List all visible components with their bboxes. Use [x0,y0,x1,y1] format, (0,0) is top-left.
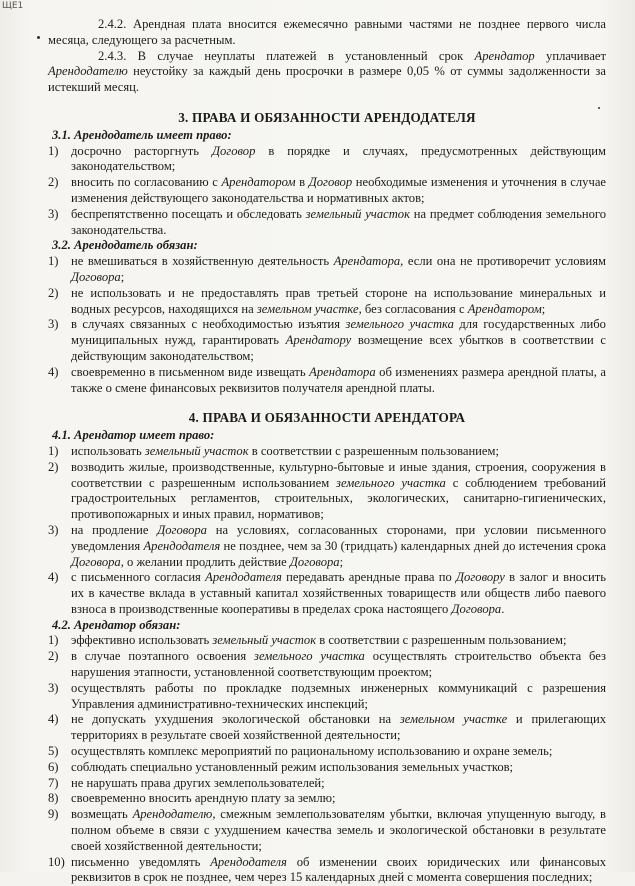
list-item: 2) вносить по согласованию с Арендатором в Договор необходимые изменения и уточнения в случае изменения действующего законодательства и нормативных актов; [48,175,606,205]
list-item: 1) досрочно расторгнуть Договор в порядке и случаях, предусмотренных действующим законодательством; [48,143,606,174]
clause-2-4-3: 2.4.3. В случае неуплаты платежей в установленный срок Арендатор уплачивает Арендодателю неустойку за каждый день просрочки в размере 0,05 % от суммы задолженности за истекший месяц. [48,48,606,95]
list-item: 10) письменно уведомлять Арендодателя об изменении своих юридических или финансовых реквизитов в срок не позднее, чем через 15 календарных дней с момента совершения последних; [48,854,606,885]
section-3-1-title: 3.1. Арендодатель имеет право: [52,127,232,142]
landlord-rights-list [48,144,606,239]
list-item: 2) в случае поэтапного освоения земельного участка осуществлять строительство объекта без нарушения этапности, установленной соответствующим проектом; [48,649,607,680]
list-item: 4) с письменного согласия Арендодателя передавать арендные права по Договору в залог и вносить их в качестве вклада в уставный капитал хозяйственных товариществ или обществ либо паевого взноса в производственные кооперативы в пределах срока настоящего Договора. [48,570,606,616]
list-item: 3) осуществлять работы по прокладке подземных инженерных коммуникаций с разрешения Управления административно-технических инспекций; [48,680,606,711]
section-3-2-title: 3.2. Арендодатель обязан: [52,238,198,253]
section-4-1-title: 4.1. Арендатор имеет право: [52,428,215,443]
section-4-2-title: 4.2. Арендатор обязан: [52,617,181,632]
list-item: 2) не использовать и не предоставлять прав третьей стороне на использование минеральных и водных ресурсов, находящихся на земельном участке, без согласования с Арендатором; [48,285,606,316]
tenant-rights-list [48,444,606,618]
corner-mark: ЩЕ1 [2,1,24,11]
list-item: 5) осуществлять комплекс мероприятий по рациональному использованию и охране земель; [48,744,553,759]
list-item: 8) своевременно вносить арендную плату за землю; [48,791,336,806]
section-4-title: 4. ПРАВА И ОБЯЗАННОСТИ АРЕНДАТОРА [188,410,466,426]
list-item: 4) не допускать ухудшения экологической обстановки на земельном участке и прилегающих территориях в результате своей хозяйственной деятельности; [48,712,606,743]
list-item: 6) соблюдать специально установленный режим использования земельных участков; [48,759,514,774]
list-item: 9) возмещать Арендодателю, смежным землепользователям убытки, включая упущенную выгоду, в полном объеме в связи с ухудшением качества земель и экологической обстановки в результате своей хозяйственной деятельности; [48,807,607,853]
document-body [48,17,606,886]
list-item: 3) в случаях связанных с необходимостью изъятия земельного участка для государственных либо муниципальных нужд, гарантировать Арендатору возмещение всех убытков в соответствии с действующим законодательством; [48,317,606,363]
list-item: 7) не нарушать права других землепользователей; [48,775,325,790]
list-item: 3) на продление Договора на условиях, согласованных сторонами, при условии письменного уведомления Арендодателя не позднее, чем за 30 (тридцать) календарных дней до истечения срока Договора, о желании продлить действие Договора; [48,522,607,569]
landlord-duties-list [48,254,606,396]
list-item: 1) использовать земельный участок в соответствии с разрешенным пользованием; [48,443,499,458]
clause-2-4-2: 2.4.2. Арендная плата вносится ежемесячно равными частями не позднее первого числа месяца, следующего за расчетным. [48,17,606,47]
list-item: 2) возводить жилые, производственные, культурно-бытовые и иные здания, строения, сооружения в соответствии с разрешенным использованием земельного участка с соблюдением требований градостроительных регламентов, строительных, экологических, санитарно-гигиенических, противопожарных и иных правил, нормативов; [48,459,606,522]
scan-speck [37,36,40,39]
section-3-title: 3. ПРАВА И ОБЯЗАННОСТИ АРЕНДОДАТЕЛЯ [178,109,476,125]
list-item: 4) своевременно в письменном виде извещать Арендатора об изменениях размера арендной платы, а также о смене финансовых реквизитов получателя арендной платы. [48,364,607,395]
list-item: 1) эффективно использовать земельный участок в соответствии с разрешенным пользованием; [48,633,567,648]
tenant-duties-list [48,633,606,886]
list-item: 3) беспрепятственно посещать и обследовать земельный участок на предмет соблюдения земельного законодательства. [48,206,607,237]
list-item: 1) не вмешиваться в хозяйственную деятельность Арендатора, если она не противоречит условиям Договора; [48,254,606,284]
